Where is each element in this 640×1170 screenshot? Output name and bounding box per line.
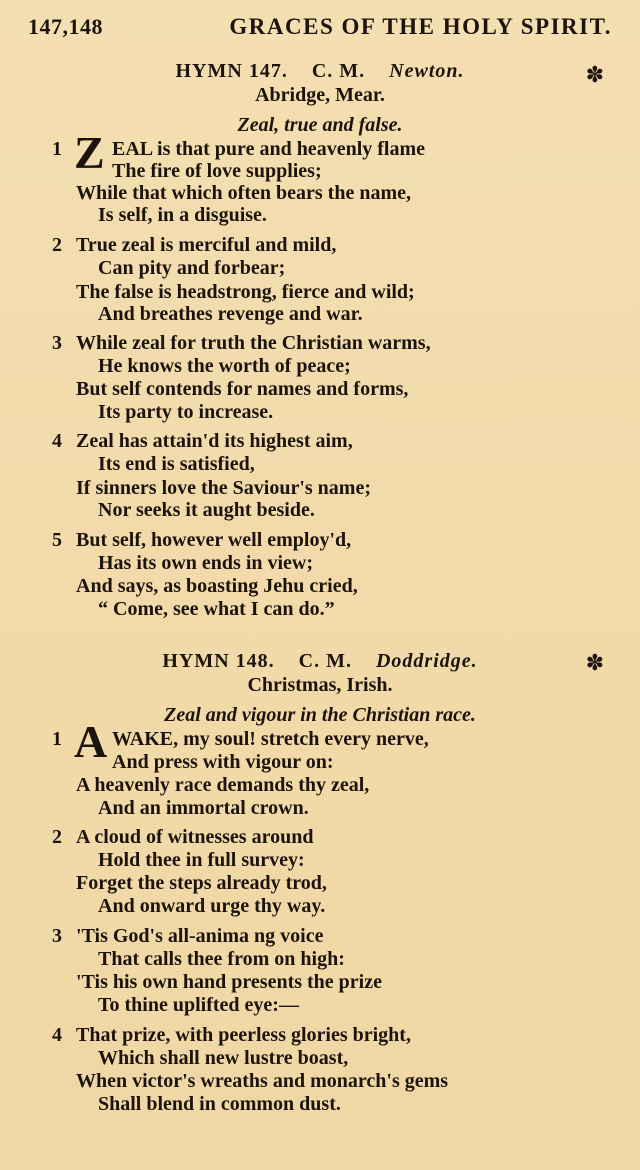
verse-line: And press with vigour on:	[112, 751, 334, 773]
verse-line: 'Tis his own hand presents the prize	[76, 971, 382, 993]
hymn-148-heading	[0, 650, 640, 673]
verse-line: To thine uplifted eye:—	[98, 994, 299, 1016]
verse-line: Forget the steps already trod,	[76, 872, 327, 894]
verse-line: Its party to increase.	[98, 401, 274, 423]
verse-line: Which shall new lustre boast,	[98, 1047, 349, 1069]
verse-number: 4	[52, 430, 62, 452]
verse-line: EAL is that pure and heavenly flame	[112, 138, 425, 160]
verse-number: 3	[52, 925, 62, 947]
verse-line: And an immortal crown.	[98, 797, 309, 819]
verse-line: A heavenly race demands thy zeal,	[76, 774, 370, 796]
hymn-148-number: HYMN 148.	[162, 650, 275, 672]
verse-number: 2	[52, 234, 62, 256]
ornament-icon: ✽	[585, 650, 604, 675]
verse-line: “ Come, see what I can do.”	[98, 598, 335, 620]
verse-line: A cloud of witnesses around	[76, 826, 314, 848]
hymn-148-subject: Zeal and vigour in the Christian race.	[164, 704, 476, 726]
verse-line: Is self, in a disguise.	[98, 204, 267, 226]
verse-line: But self, however well employ'd,	[76, 529, 352, 551]
verse-line: If sinners love the Saviour's name;	[76, 477, 371, 499]
verse-line: WAKE, my soul! stretch every nerve,	[112, 728, 429, 750]
verse-number: 5	[52, 529, 62, 551]
page-number: 147,148	[28, 14, 103, 39]
hymn-147-number: HYMN 147.	[175, 60, 288, 82]
verse-line: While that which often bears the name,	[76, 182, 411, 204]
page-header	[28, 14, 612, 42]
hymn-147-heading	[0, 60, 640, 83]
verse-number: 3	[52, 332, 62, 354]
running-title: GRACES OF THE HOLY SPIRIT.	[229, 14, 612, 39]
verse-line: Can pity and forbear;	[98, 257, 286, 279]
verse-line: Nor seeks it aught beside.	[98, 499, 315, 521]
hymn-148-author: Doddridge.	[375, 650, 478, 672]
verse-number: 1	[52, 728, 62, 750]
hymn-147-meter: C. M.	[311, 60, 366, 82]
verse-line: When victor's wreaths and monarch's gems	[76, 1070, 449, 1092]
verse-line: Its end is satisfied,	[98, 453, 255, 475]
verse-line: Has its own ends in view;	[98, 552, 314, 574]
verse-line: But self contends for names and forms,	[76, 378, 409, 400]
verse-line: And says, as boasting Jehu cried,	[76, 575, 358, 597]
verse-line: The fire of love supplies;	[112, 160, 322, 182]
drop-cap: Z	[74, 127, 105, 178]
verse-line: True zeal is merciful and mild,	[76, 234, 337, 256]
verse-number: 2	[52, 826, 62, 848]
hymn-148-meter: C. M.	[298, 650, 352, 672]
hymn-147-subject: Zeal, true and false.	[237, 114, 403, 136]
hymn-148-tunes: Christmas, Irish.	[247, 674, 393, 696]
verse-line: Shall blend in common dust.	[98, 1093, 341, 1115]
verse-line: 'Tis God's all-anima ng voice	[76, 925, 324, 947]
verse-number: 4	[52, 1024, 62, 1046]
hymn-147-tunes: Abridge, Mear.	[255, 84, 385, 106]
verse-line: Hold thee in full survey:	[98, 849, 305, 871]
verse-line: While zeal for truth the Christian warms,	[76, 332, 431, 354]
verse-line: He knows the worth of peace;	[98, 355, 351, 377]
verse-line: And onward urge thy way.	[98, 895, 326, 917]
verse-line: The false is headstrong, fierce and wild;	[76, 281, 415, 303]
verse-number: 1	[52, 138, 62, 160]
hymn-147-author: Newton.	[389, 60, 465, 82]
ornament-icon: ✽	[585, 62, 604, 87]
verse-line: That prize, with peerless glories bright,	[76, 1024, 411, 1046]
verse-line: And breathes revenge and war.	[98, 303, 363, 325]
verse-line: That calls thee from on high:	[98, 948, 345, 970]
verse-line: Zeal has attain'd its highest aim,	[76, 430, 353, 452]
drop-cap: A	[74, 716, 108, 767]
